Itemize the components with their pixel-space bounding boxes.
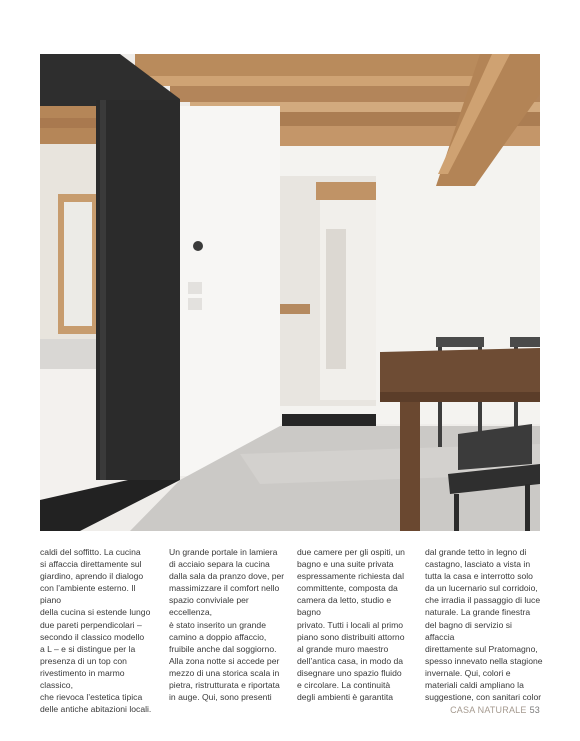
page-footer bbox=[450, 705, 540, 715]
page-number: 53 bbox=[529, 705, 540, 715]
interior-photo-illustration bbox=[40, 54, 540, 531]
article-column-2: Un grande portale in lamiera di acciaio separa la cucina dalla sala da pranzo dove, per massimizzare il comfort nello spazio conviviale per eccellenza, è stato inserito un grande camino a doppio affaccio, fruibile anche dal soggiorno. Alla zona notte si accede per mezzo di una storica scala in pietra, ristrutturata e riportata in auge. Qui, sono presenti bbox=[169, 547, 285, 703]
interior-photo bbox=[40, 54, 540, 531]
article-column-3: due camere per gli ospiti, un bagno e una suite privata espressamente richiesta dal committente, composta da camera da letto, studio e bagno privato. Tutti i locali al primo piano sono distribuiti attorno al grande muro maestro dell’antica casa, in modo da disegnare uno spazio fluido e circolare. La continuità degli ambienti è garantita bbox=[297, 547, 405, 703]
article-column-1: caldi del soffitto. La cucina si affaccia direttamente sul giardino, aprendo il dialogo con l’ambiente esterno. Il piano della cucina si estende lungo due pareti perpendicolari – secondo il classico modello a L – e si distingue per la presenza di un top con rivestimento in marmo classico, che rievoca l’estetica tipica delle antiche abitazioni locali. bbox=[40, 547, 152, 715]
magazine-name: CASA NATURALE bbox=[450, 705, 527, 715]
article-column-4: dal grande tetto in legno di castagno, lasciato a vista in tutta la casa e interrotto solo da un lucernario sul corridoio, che irradia il passaggio di luce naturale. La grande finestra del bagno di servizio si affaccia direttamente sul Pratomagno, spesso innevato nella stagione invernale. Qui, colori e materiali caldi ampliano la suggestione, con sanitari color bbox=[425, 547, 543, 703]
